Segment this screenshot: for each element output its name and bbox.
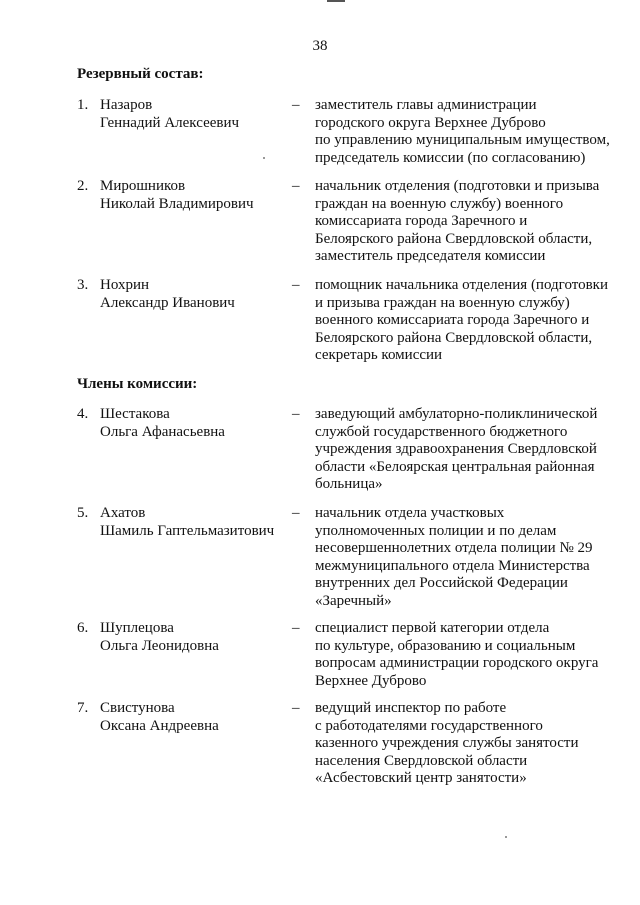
member-dash: – [292, 700, 300, 716]
member-dash: – [292, 620, 300, 636]
member-name: Нохрин Александр Иванович [100, 277, 235, 311]
member-name: Свистунова Оксана Андреевна [100, 700, 219, 734]
member-name: Шуплецова Ольга Леонидовна [100, 620, 219, 654]
member-entry [77, 178, 617, 266]
member-number: 2. [77, 178, 89, 194]
member-role: начальник отдела участковых уполномоченных полиции и по делам несовершеннолетних отдела полиции № 29 межмуниципального отдела Министерства внутренних дел Российской Федерации «Заречный» [315, 505, 593, 609]
scan-speck [505, 836, 507, 838]
member-dash: – [292, 178, 300, 194]
member-number: 5. [77, 505, 89, 521]
member-role: помощник начальника отделения (подготовки и призыва граждан на военную службу) военного комиссариата города Заречного и Белоярского района Свердловской области, секретарь комиссии [315, 277, 608, 363]
member-dash: – [292, 505, 300, 521]
commission-heading: Члены комиссии: [77, 376, 198, 392]
member-name: Назаров Геннадий Алексеевич [100, 97, 240, 131]
member-number: 3. [77, 277, 89, 293]
member-role: начальник отделения (подготовки и призыва граждан на военную службу) военного комиссариата города Заречного и Белоярского района Свердловской области, заместитель председателя комиссии [315, 178, 600, 264]
top-rule [327, 0, 345, 2]
member-dash: – [292, 277, 300, 293]
member-dash: – [292, 97, 300, 113]
reserve-heading: Резервный состав: [77, 66, 204, 82]
member-number: 7. [77, 700, 89, 716]
member-role: заведующий амбулаторно-поликлинической службой государственного бюджетного учреждения здравоохранения Свердловской области «Белоярская центральная районная больница» [315, 406, 598, 492]
member-name: Шестакова Ольга Афанасьевна [100, 406, 225, 440]
member-role: специалист первой категории отдела по культуре, образованию и социальным вопросам администрации городского округа Верхнее Дуброво [315, 620, 599, 689]
member-entry [77, 620, 617, 690]
member-role: ведущий инспектор по работе с работодателями государственного казенного учреждения службы занятости населения Свердловской области «Асбестовский центр занятости» [315, 700, 579, 786]
member-entry [77, 505, 617, 610]
page-number: 38 [312, 38, 328, 54]
member-name: Мирошников Николай Владимирович [100, 178, 254, 212]
member-role: заместитель главы администрации городского округа Верхнее Дуброво по управлению муниципальным имуществом, председатель комиссии (по согласованию) [315, 97, 610, 166]
scan-speck [263, 157, 265, 159]
member-entry [77, 406, 617, 494]
member-number: 6. [77, 620, 89, 636]
member-entry [77, 700, 617, 788]
member-entry [77, 277, 617, 365]
member-number: 1. [77, 97, 89, 113]
member-dash: – [292, 406, 300, 422]
member-number: 4. [77, 406, 89, 422]
member-entry [77, 97, 617, 167]
member-name: Ахатов Шамиль Гаптельмазитович [100, 505, 275, 539]
